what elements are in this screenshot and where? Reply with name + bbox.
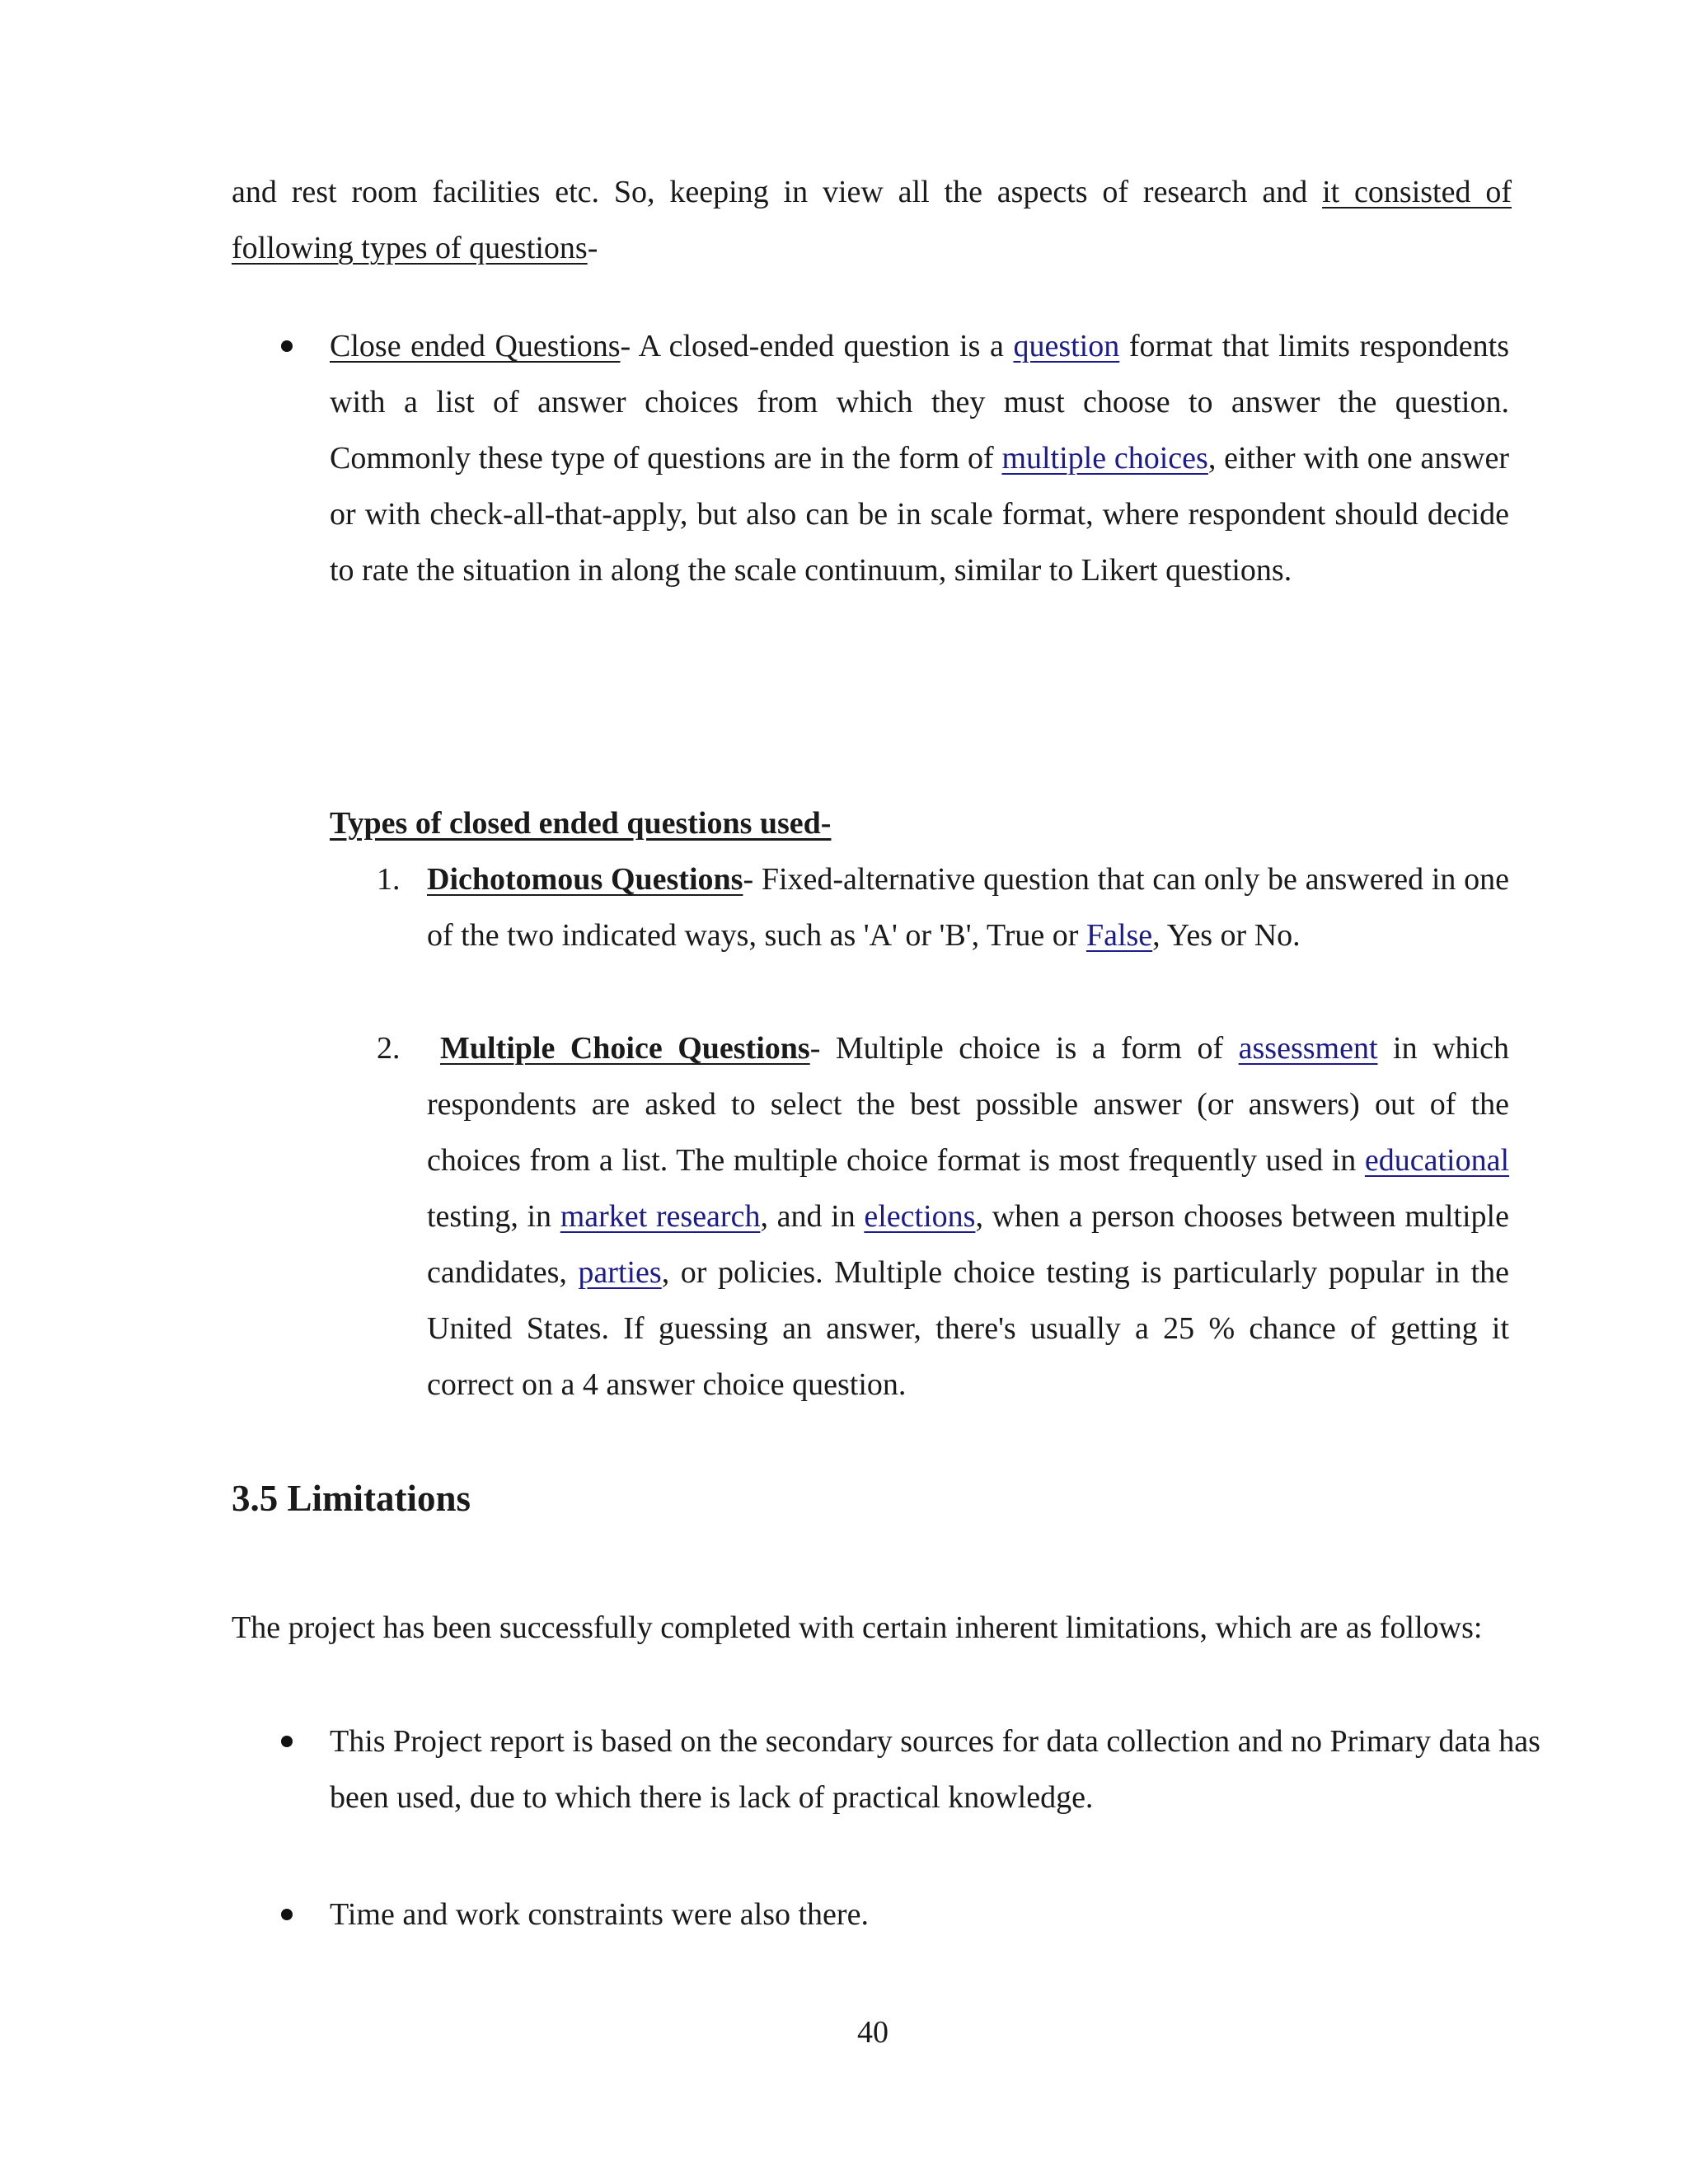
bullet-limitation-1 xyxy=(281,1736,293,1747)
limitation-item-1: This Project report is based on the secondary sources for data collection and no Primary data has been used, due to which there is lack of practical knowledge. xyxy=(330,1724,1540,1815)
link-educational[interactable]: educational xyxy=(1364,1143,1509,1178)
link-assessment[interactable]: assessment xyxy=(1238,1031,1378,1066)
bullet-close-ended xyxy=(281,340,293,352)
link-elections[interactable]: elections xyxy=(864,1199,976,1234)
item2-text-b: in which respondents are asked to select the best possible answer (or answers) out of the choices from a list. The multiple choice format is most frequently used in xyxy=(427,1031,1509,1178)
item2-text-f: , or policies. Multiple choice testing is particularly popular in the United States. If guessing an answer, there's usually a 25 % chance of getting it correct on a 4 answer choice question. xyxy=(427,1255,1509,1402)
close-ended-paragraph xyxy=(330,318,1509,598)
item1-term: Dichotomous Questions xyxy=(427,862,743,897)
item1-text-b: , Yes or No. xyxy=(1152,918,1301,953)
item2-text-e: , when a person chooses between multiple candidates, xyxy=(427,1199,1509,1290)
item2-term: Multiple Choice Questions xyxy=(440,1031,810,1066)
limitations-intro: The project has been successfully completed with certain inherent limitations, which are as follows: xyxy=(232,1610,1483,1645)
link-parties[interactable]: parties xyxy=(578,1255,662,1290)
item1-text-a: - Fixed-alternative question that can only be answered in one of the two indicated ways, such as 'A' or 'B', True or xyxy=(427,862,1509,953)
item1-paragraph xyxy=(427,851,1509,963)
link-market-research[interactable]: market research xyxy=(560,1199,761,1234)
page-number: 40 xyxy=(857,2015,889,2050)
intro-text: and rest room facilities etc. So, keeping in view all the aspects of research and xyxy=(232,175,1323,209)
link-question[interactable]: question xyxy=(1013,329,1120,363)
bullet-limitation-2 xyxy=(281,1909,293,1920)
item2-text-d: , and in xyxy=(760,1199,865,1234)
item1-number: 1. xyxy=(377,862,401,897)
close-ended-text-b: , either with one answer or with check-all-that-apply, but also can be in scale format, where respondent should decide to rate the situation in along the scale continuum, similar to Likert questions. xyxy=(330,441,1509,588)
close-ended-text-a: format that limits respondents with a list of answer choices from which they must choose to answer the question. Commonly these type of questions are in the form of xyxy=(330,329,1509,476)
limitations-heading: 3.5 Limitations xyxy=(232,1478,471,1519)
close-ended-term: Close ended Questions xyxy=(330,329,621,363)
item2-number: 2. xyxy=(377,1031,401,1066)
item2-text-a: - Multiple choice is a form of xyxy=(809,1031,1239,1066)
intro-underlined-text: it consisted of following types of questions xyxy=(232,175,1512,265)
link-multiple-choices[interactable]: multiple choices xyxy=(1001,441,1208,476)
types-heading: Types of closed ended questions used- xyxy=(330,806,832,841)
link-false[interactable]: False xyxy=(1085,918,1153,953)
close-ended-dash: - A closed-ended question is a xyxy=(620,329,1014,363)
intro-dash: - xyxy=(587,231,598,265)
intro-paragraph xyxy=(232,164,1512,276)
item2-text-c: testing, in xyxy=(427,1199,560,1234)
item2-paragraph xyxy=(427,1020,1509,1413)
limitation-item-2: Time and work constraints were also there. xyxy=(330,1897,869,1932)
